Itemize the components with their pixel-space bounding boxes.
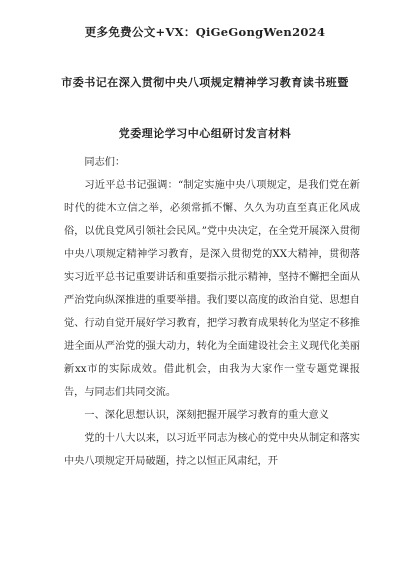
paragraph-2: 党的十八大以来，以习近平同志为核心的党中央从制定和落实中央八项规定开局破题，持之以恒正风肃纪，开 xyxy=(64,433,360,467)
section-1-heading: 一、深化思想认识，深刻把握开展学习教育的重大意义 xyxy=(84,410,329,421)
promo-header: 更多免费公文+VX：QiGeGongWen2024 xyxy=(84,25,326,39)
document-title-line1: 市委书记在深入贯彻中央八项规定精神学习教育读书班暨 xyxy=(61,76,349,89)
document-title-line2: 党委理论学习中心组研讨发言材料 xyxy=(118,127,292,140)
document-body xyxy=(64,151,360,473)
salutation: 同志们： xyxy=(84,157,126,168)
paragraph-1: 习近平总书记强调：“制定实施中央八项规定，是我们党在新时代的徙木立信之举，必须常抓不懈、久久为功直至真正化风成俗，以优良党风引领社会民风。”党中央决定，在全党开展深入贯彻中央八项规定精神学习教育，是深入贯彻党的XX大精神，贯彻落实习近平总书记重要讲话和重要指示批示精神，坚持不懈把全面从严治党向纵深推进的重要举措。我们要以高度的政治自觉、思想自觉、行动自觉开展好学习教育，把学习教育成果转化为坚定不移推进全面从严治党的强大动力，转化为全面建设社会主义现代化美丽新xx市的实际成效。借此机会，由我为大家作一堂专题党课报告，与同志们共同交流。 xyxy=(64,180,360,398)
